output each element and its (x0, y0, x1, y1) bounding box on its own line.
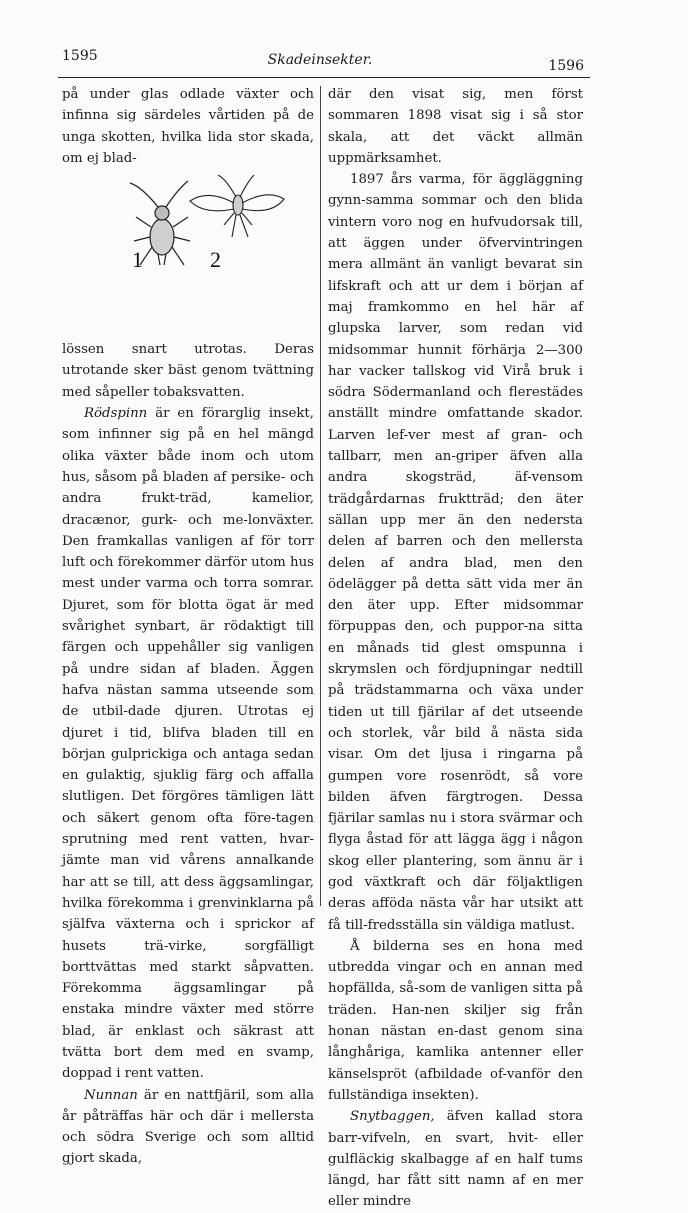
right-paragraph-4-text: äfven kallad stora barr-vifveln, en svart, hvit- eller gulfläckig skalbagge af en half tums längd, har fått sitt namn af en mer eller mindre (328, 1109, 583, 1210)
right-paragraph-4 (328, 1106, 583, 1212)
column-divider (320, 86, 321, 906)
right-paragraph-1: där den visat sig, men först sommaren 1898 visat sig i så stor skala, att det väckt allmän uppmärksamhet. (328, 87, 583, 166)
term-nunnan: Nunnan (84, 1087, 138, 1103)
figure-label-1: 1 (132, 247, 143, 273)
aphid-illustration (112, 175, 292, 335)
aphid-figure (62, 169, 314, 339)
page-number-right: 1596 (548, 58, 584, 74)
header-rule (58, 77, 590, 78)
right-paragraph-3: Å bilderna ses en hona med utbredda vingar och en annan med hopfällda, så-som de vanligen sitta på träden. Han-nen skiljer sig från honan nästan en-dast genom sina långhåriga, kamlika antenner eller känselspröt (afbildade of-vanför den fullständiga insekten). (328, 938, 583, 1103)
left-paragraph-3 (62, 1085, 314, 1170)
running-title: Skadeinsekter. (267, 52, 373, 68)
left-column (62, 84, 314, 1170)
figure-label-2: 2 (210, 247, 221, 273)
right-paragraph-2: 1897 års varma, för äggläggning gynn-samma sommar och den blida vintern voro nog en hufvudorsak till, att äggen under öfvervintringen mera allmänt än vanligt bevarat sin lifskraft och att ur dem i början af maj framkommo en hel här af glupska larver, som redan vid midsommar hunnit förhärja 2—300 har vacker tallskog vid Virå bruk i södra Södermanland och flerestädes anställt mindre omfattande skador. Larven lef-ver mest af gran- och tallbarr, men an-griper äfven alla andra skogsträd, äf-vensom trädgårdarnas fruktträd; den äter sällan upp mer än den nedersta delen af barren och den mellersta delen af andra blad, men den ödelägger på detta sätt vida mer än den äter upp. Efter midsommar förpuppas den, och puppor-na sitta en månads tid glest omspunna i skrymslen och fördjupningar nedtill på trädstammarna och växa under tiden ut till fjärilar af det utseende och storlek, vår bild å nästa sida visar. Om det ljusa i ringarna på gumpen vore rosenrödt, så vore bilden äfven färgtrogen. Dessa fjärilar samlas nu i stora svärmar och flyga åstad för att lägga ägg i någon skog eller plantering, som ännu är i god växtkraft och där följaktligen deras afföda nästa vår har utsikt att få till-fredsställa sin väldiga matlust. (328, 172, 583, 933)
left-paragraph-2-text: är en förarglig insekt, som infinner sig på en hel mängd olika växter både inom och utom hus, såsom på bladen af persike- och andra frukt-träd, kamelior, dracænor, gurk- och me-lonväxter. Den framkallas vanligen af för torr luft och förekommer därför utom hus mest under varma och torra somrar. Djuret, som för blotta ögat är med svårighet synbart, är rödaktigt till färgen och uppehåller sig vanligen på undre sidan af bladen. Äggen hafva nästan samma utseende som de utbil-dade djuren. Utrotas ej djuret i tid, blifva bladen till en början gulprickiga och antaga sedan en gulaktig, sjuklig färg och affalla slutligen. Det förgöres tämligen lätt och säkert genom ofta före-tagen sprutning med rent vatten, hvar-jämte man vid vårens annalkande har att se till, att dess äggsamlingar, hvilka förekomma i grenvinklarna på själfva växterna och i sprickor af husets trä-virke, sorgfälligt borttvättas med starkt såpvatten. Förekomma äggsamlingar på enstaka mindre växter med större blad, är enklast och säkrast att tvätta bort dem med en svamp, doppad i rent vatten. (62, 406, 314, 1082)
winged-aphid-icon (190, 175, 284, 237)
left-paragraph-1b: lössen snart utrotas. Deras utrotande sker bäst genom tvättning med såpeller tobaksvatten. (62, 342, 314, 400)
term-snytbaggen: Snytbaggen, (350, 1109, 435, 1125)
left-paragraph-3-text: är en nattfjäril, som alla år påträffas här och där i mellersta och södra Sverige och som alltid gjort skada, (62, 1087, 314, 1167)
right-column (328, 84, 583, 1213)
left-paragraph-2 (62, 403, 314, 1085)
page-number-left: 1595 (62, 48, 98, 64)
left-paragraph-1a: på under glas odlade växter och infinna sig särdeles vårtiden på de unga skotten, hvilka lida stor skada, om ej blad- (62, 87, 314, 166)
term-rodspinn: Rödspinn (84, 406, 148, 422)
